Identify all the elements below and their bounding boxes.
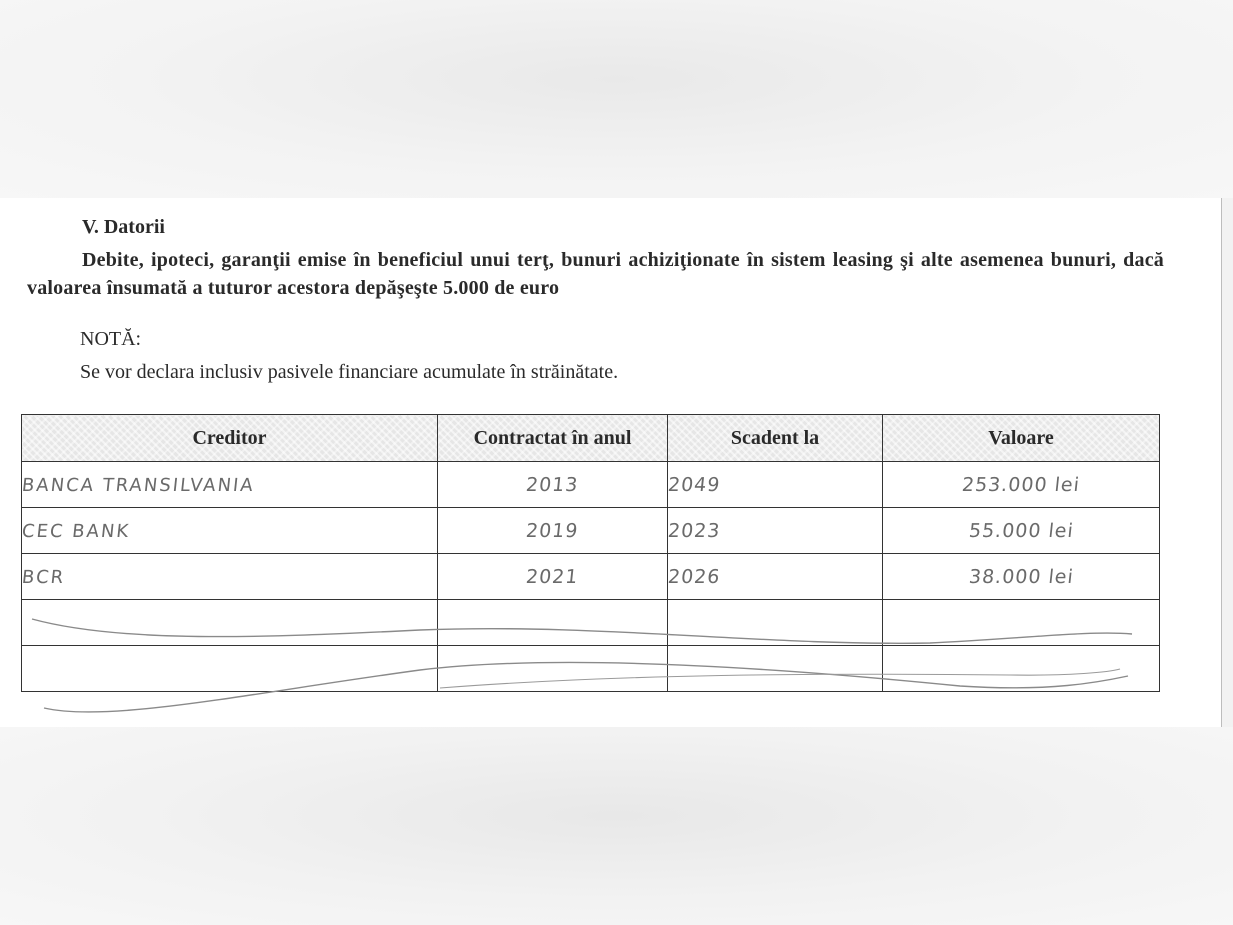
cell-creditor (22, 462, 438, 508)
table-row (22, 462, 1160, 508)
empty-cell (438, 600, 668, 646)
table-row-empty (22, 600, 1160, 646)
document-page (0, 198, 1222, 727)
contract-year-text: 2013 (525, 473, 580, 496)
empty-cell (668, 600, 883, 646)
due-date-text: 2026 (666, 565, 722, 588)
value-text: 55.000 lei (967, 519, 1075, 542)
creditor-text: CEC BANK (20, 520, 132, 542)
table-row (22, 508, 1160, 554)
due-date-text: 2023 (666, 519, 722, 542)
header-value: Valoare (883, 415, 1160, 462)
empty-cell (22, 600, 438, 646)
table-row (22, 554, 1160, 600)
blurred-background-bottom (0, 727, 1233, 925)
empty-cell (883, 646, 1160, 692)
blurred-background-top (0, 0, 1233, 198)
cell-value (883, 508, 1160, 554)
value-text: 253.000 lei (960, 473, 1082, 496)
cell-contract-year (438, 508, 668, 554)
section-title: V. Datorii (82, 216, 165, 238)
section-intro: Debite, ipoteci, garanţii emise în beneficiul unui terţ, bunuri achiziţionate în sistem leasing şi alte asemenea bunuri, dacă valoarea însumată a tuturor acestora depăşeşte 5.000 de euro (27, 249, 1164, 299)
table-header-row (22, 415, 1160, 462)
creditor-text: BANCA TRANSILVANIA (20, 474, 256, 496)
empty-cell (22, 646, 438, 692)
note-text: Se vor declara inclusiv pasivele financiare acumulate în străinătate. (80, 361, 619, 383)
note-label: NOTĂ: (80, 328, 142, 350)
value-text: 38.000 lei (967, 565, 1075, 588)
header-contract-year: Contractat în anul (438, 415, 668, 462)
empty-cell (438, 646, 668, 692)
cell-due-date (668, 462, 883, 508)
header-creditor: Creditor (22, 415, 438, 462)
contract-year-text: 2021 (525, 565, 580, 588)
cell-due-date (668, 554, 883, 600)
table-row-empty (22, 646, 1160, 692)
debts-table (21, 414, 1160, 692)
cell-creditor (22, 554, 438, 600)
cell-value (883, 554, 1160, 600)
empty-cell (883, 600, 1160, 646)
empty-cell (668, 646, 883, 692)
cell-contract-year (438, 554, 668, 600)
due-date-text: 2049 (666, 473, 722, 496)
contract-year-text: 2019 (525, 519, 580, 542)
header-due-date: Scadent la (668, 415, 883, 462)
cell-creditor (22, 508, 438, 554)
cell-contract-year (438, 462, 668, 508)
cell-due-date (668, 508, 883, 554)
creditor-text: BCR (20, 566, 67, 588)
cell-value (883, 462, 1160, 508)
